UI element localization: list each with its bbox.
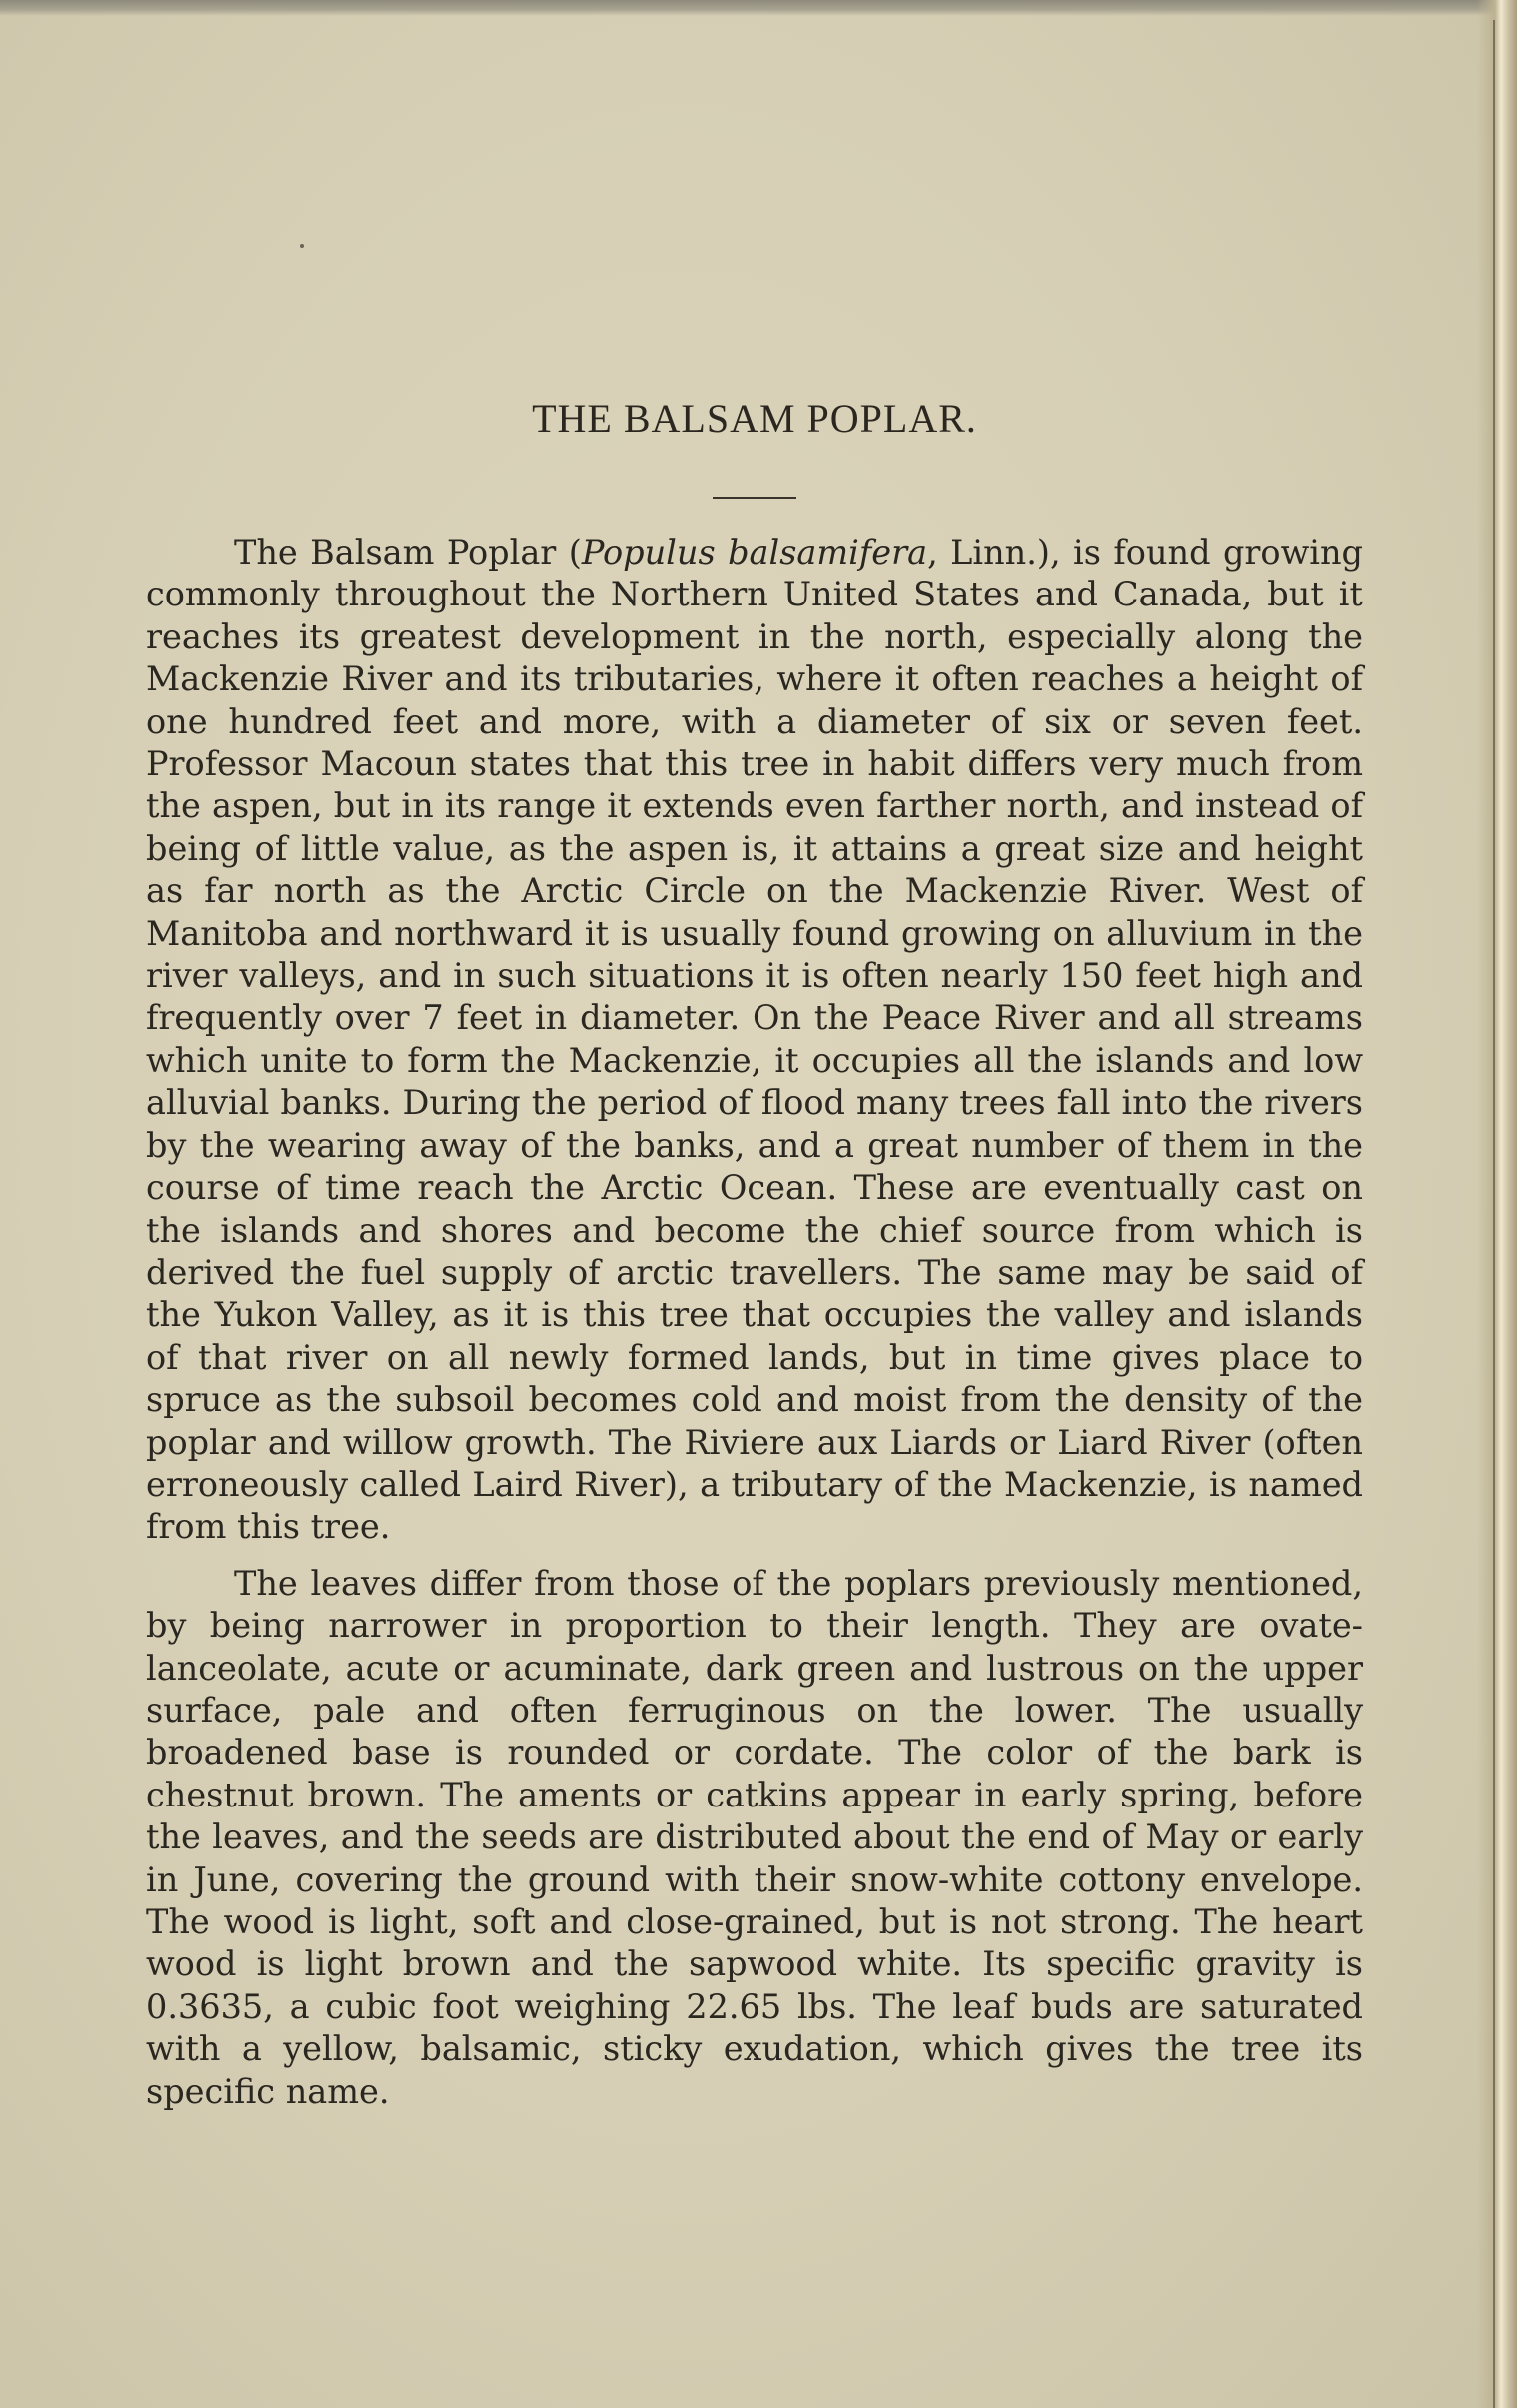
paragraph-1-lead: The Balsam Poplar ( — [234, 533, 582, 572]
paper-speck — [300, 244, 304, 248]
title-rule — [713, 497, 796, 499]
chapter-title: THE BALSAM POPLAR. — [532, 396, 977, 441]
paragraph-1 — [146, 532, 1363, 1549]
gutter-line — [1493, 20, 1495, 2408]
article-body — [146, 532, 1363, 2113]
paragraph-1-rest: , Linn.), is found growing commonly throughout the Northern United States and Canada, but it reaches its greatest development in the north, especially along the Mackenzie River and its tributaries, where it often reaches a height of one hundred feet and more, with a diameter of six or seven feet. Professor Macoun states that this tree in habit differs very much from the aspen, but in its range it extends even farther north, and instead of being of little value, as the aspen is, it attains a great size and height as far north as the Arctic Circle on the Mackenzie River. West of Manitoba and northward it is usually found growing on alluvium in the river valleys, and in such situations it is often nearly 150 feet high and frequently over 7 feet in diameter. On the Peace River and all streams which unite to form the Mackenzie, it occupies all the islands and low alluvial banks. During the period of flood many trees fall into the rivers by the wearing away of the banks, and a great number of them in the course of time reach the Arctic Ocean. These are eventually cast on the islands and shores and become the chief source from which is derived the fuel supply of arctic travellers. The same may be said of the Yukon Valley, as it is this tree that occupies the valley and islands of that river on all newly formed lands, but in time gives place to spruce as the subsoil becomes cold and moist from the density of the poplar and willow growth. The Riviere aux Liards or Liard River (often erroneously called Laird River), a tributary of the Mackenzie, is named from this tree. — [146, 533, 1363, 1547]
paragraph-2: The leaves differ from those of the poplars previously mentioned, by being narrower in proportion to their length. They are ovate-lanceolate, acute or acuminate, dark green and lustrous on the upper surface, pale and often ferruginous on the lower. The usually broadened base is rounded or cordate. The color of the bark is chestnut brown. The aments or catkins appear in early spring, before the leaves, and the seeds are distributed about the end of May or early in June, covering the ground with their snow-white cottony envelope. The wood is light, soft and close-grained, but is not strong. The heart wood is light brown and the sapwood white. Its specific gravity is 0.3635, a cubic foot weighing 22.65 lbs. The leaf buds are saturated with a yellow, balsamic, sticky exudation, which gives the tree its specific name. — [146, 1563, 1363, 2111]
species-name: Populus balsamifera — [581, 533, 928, 572]
page-top-edge — [0, 0, 1517, 16]
page-gutter-edge — [1477, 0, 1517, 2408]
